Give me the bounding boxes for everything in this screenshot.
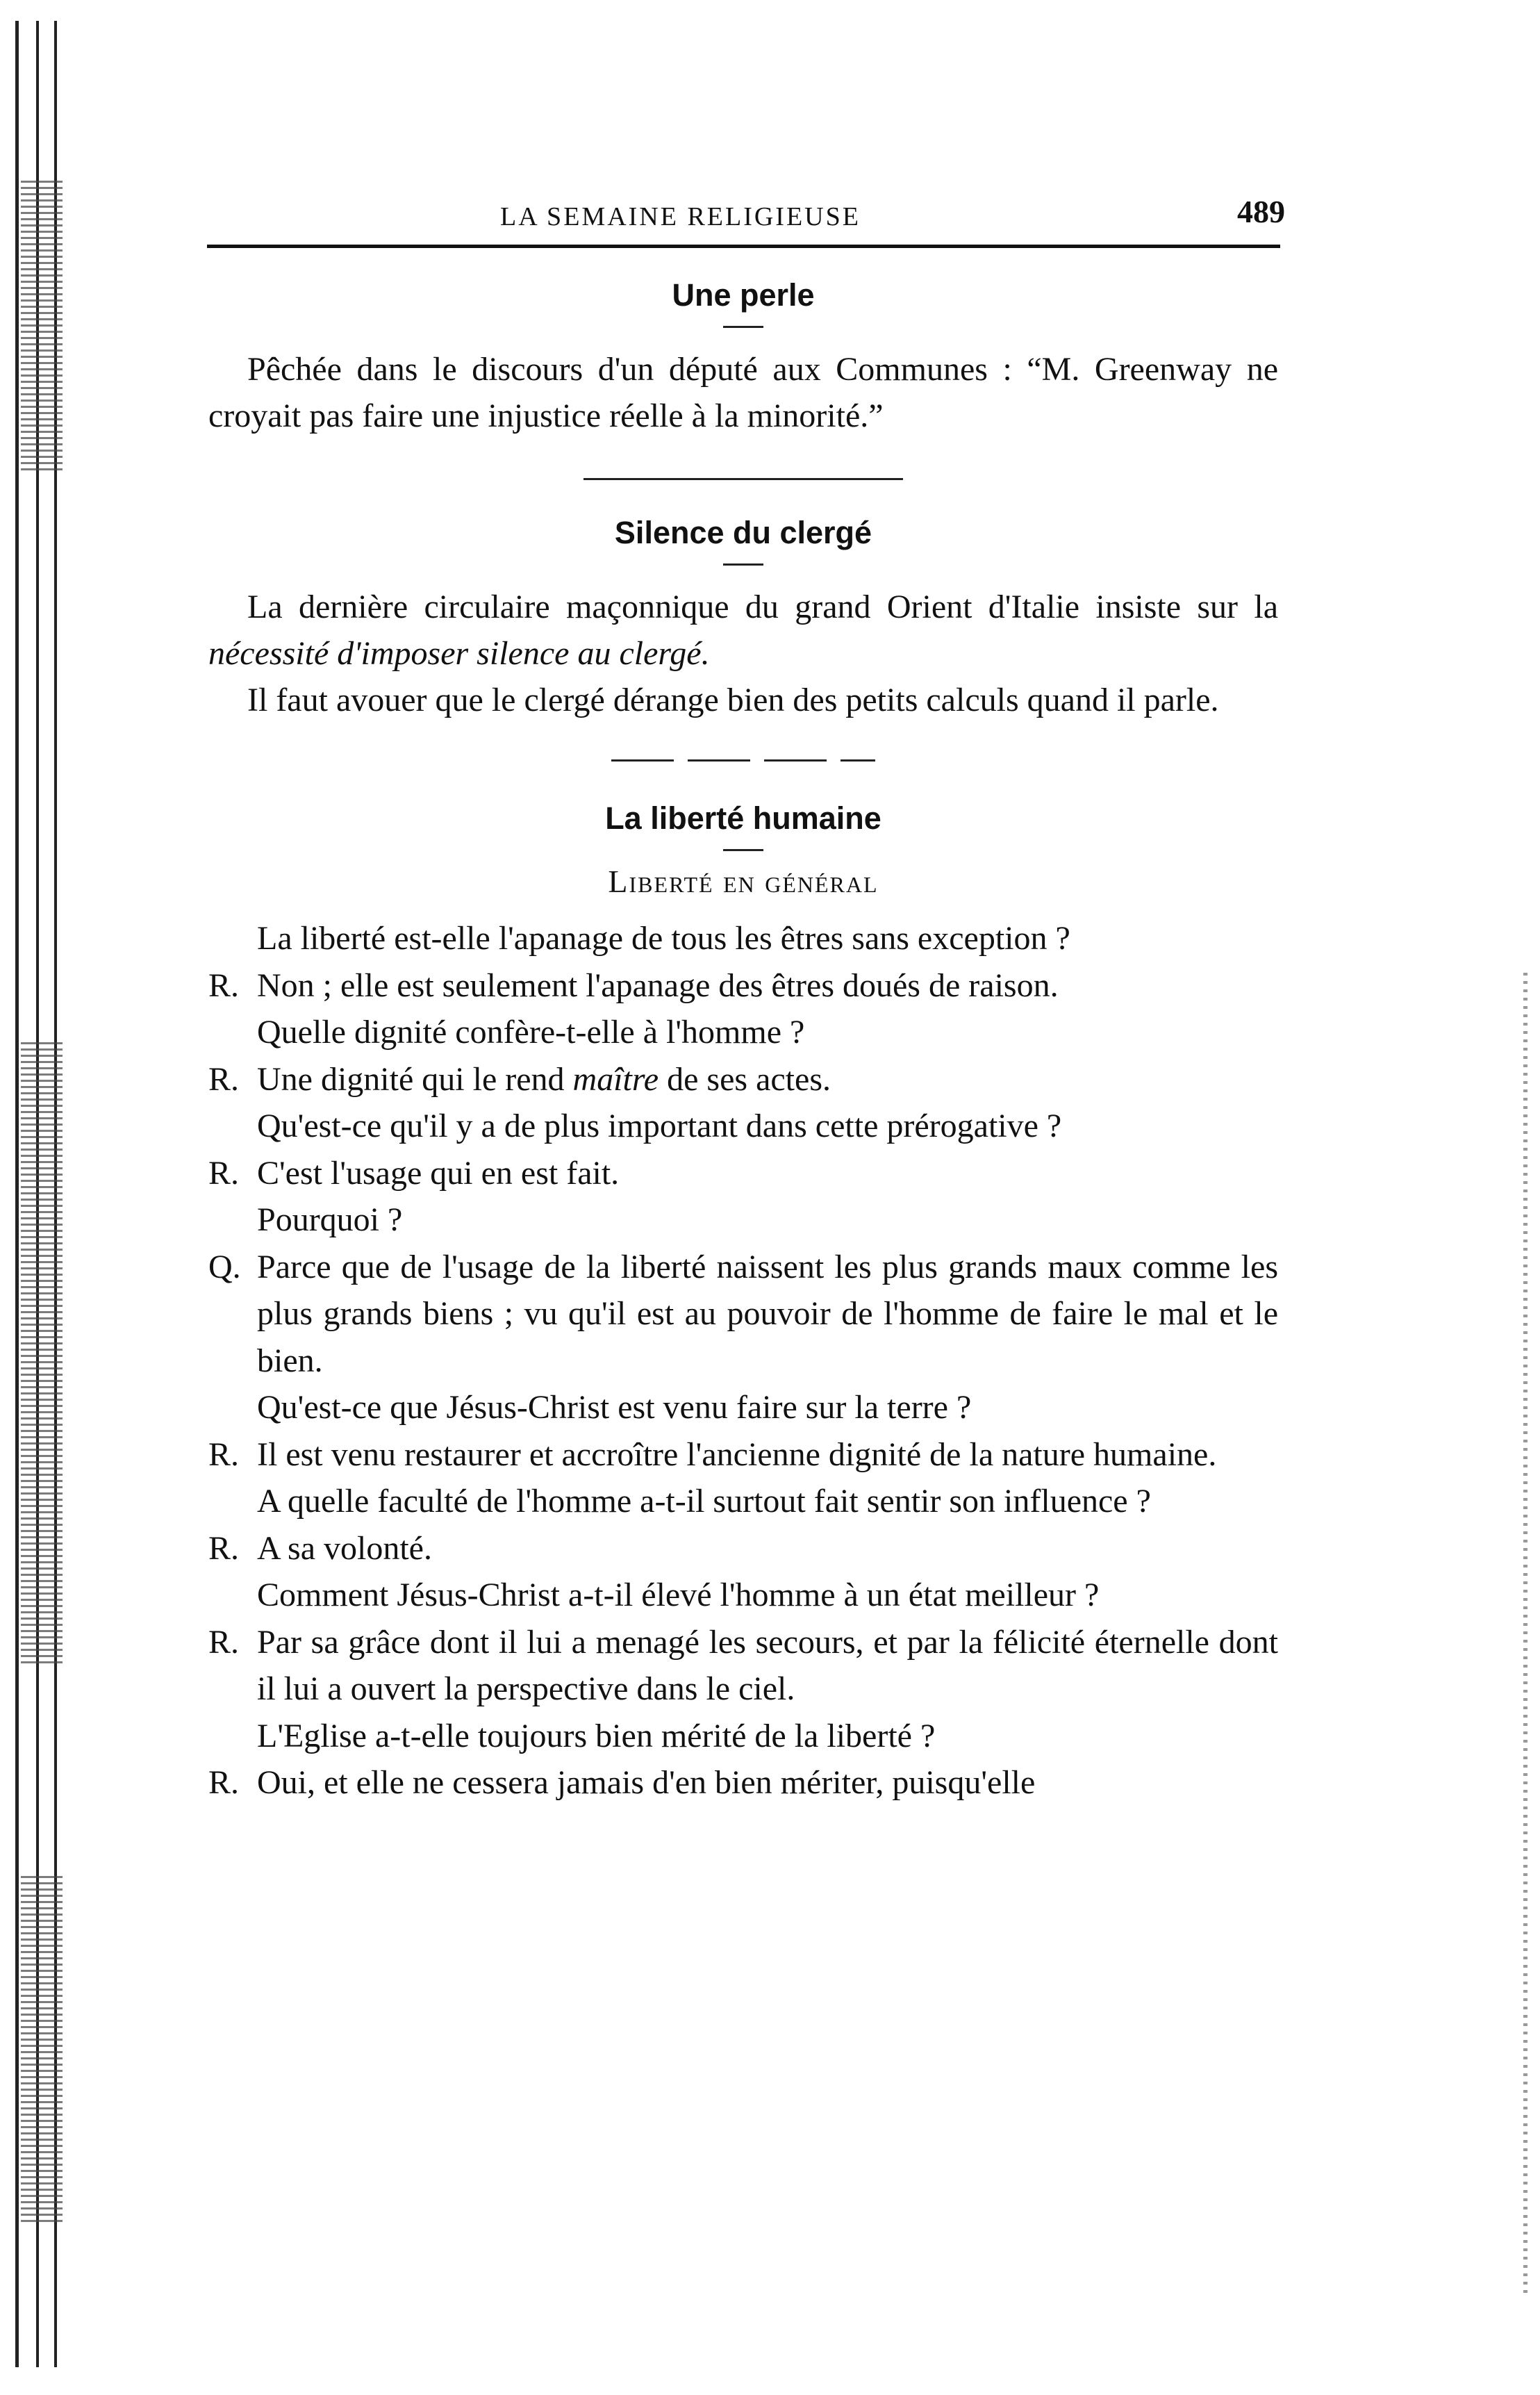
italic-text: maître	[572, 1060, 659, 1098]
binding-speckle	[21, 1876, 63, 2223]
qa-question	[208, 1384, 1278, 1431]
qa-text: La liberté est-elle l'apanage de tous les êtres sans exception ?	[257, 920, 1070, 957]
running-head	[208, 188, 1285, 231]
qa-list	[208, 915, 1278, 1806]
qa-text: Quelle dignité confère-t-elle à l'homme ?	[257, 1014, 805, 1051]
paragraph	[208, 584, 1278, 677]
qa-mark: Q.	[208, 1248, 241, 1285]
qa-answer	[208, 1525, 1278, 1572]
qa-mark	[208, 1103, 257, 1150]
section-separator	[583, 478, 903, 480]
qa-text: Non ; elle est seulement l'apanage des êtres doués de raison.	[257, 966, 1059, 1004]
qa-question	[208, 1478, 1278, 1525]
qa-question	[208, 1009, 1278, 1056]
qa-text: Parce que de l'usage de la liberté naissent les plus grands maux comme les plus grands biens ; vu qu'il est au pouvoir de l'homme de faire le mal et le bien.	[257, 1248, 1278, 1379]
qa-text: Oui, et elle ne cessera jamais d'en bien mériter, puisqu'elle	[257, 1764, 1036, 1801]
header-rule	[207, 245, 1280, 248]
qa-question	[208, 1103, 1278, 1150]
qa-text: C'est l'usage qui en est fait.	[257, 1154, 620, 1192]
qa-text: Il est venu restaurer et accroître l'ancienne dignité de la nature humaine.	[257, 1435, 1217, 1473]
section-title: Silence du clergé	[614, 515, 872, 550]
qa-mark: R.	[208, 966, 240, 1004]
title-dash	[723, 326, 763, 328]
qa-question	[208, 1196, 1278, 1244]
qa-mark: R.	[208, 1060, 240, 1098]
running-head-title: LA SEMAINE RELIGIEUSE	[500, 202, 861, 231]
qa-mark	[208, 915, 257, 962]
qa-answer	[208, 962, 1278, 1010]
binding-speckle	[21, 181, 63, 472]
binding-rule	[15, 21, 19, 2367]
qa-text-part: Une dignité qui le rend	[257, 1060, 573, 1098]
binding-edge	[0, 0, 83, 2395]
qa-question	[208, 1572, 1278, 1619]
qa-mark: R.	[208, 1154, 240, 1192]
page-number: 489	[1237, 194, 1285, 229]
qa-text: A quelle faculté de l'homme a-t-il surtout fait sentir son influence ?	[257, 1483, 1151, 1520]
qa-answer	[208, 1431, 1278, 1479]
qa-answer	[208, 1619, 1278, 1713]
document-page	[208, 188, 1285, 1806]
paragraph: Il faut avouer que le clergé dérange bien des petits calculs quand il parle.	[247, 682, 1219, 718]
section-la-liberte-humaine	[208, 798, 1278, 1806]
paragraph: Pêchée dans le discours d'un député aux Communes : “M. Greenway ne croyait pas faire une injustice réelle à la minorité.”	[208, 351, 1278, 434]
section-une-perle	[208, 274, 1278, 439]
qa-text: Pourquoi ?	[257, 1201, 403, 1238]
qa-text: A sa volonté.	[257, 1529, 432, 1567]
page-edge	[1523, 973, 1527, 2293]
title-dash	[723, 849, 763, 851]
qa-mark	[208, 1478, 257, 1525]
qa-mark: R.	[208, 1435, 240, 1473]
qa-answer	[208, 1244, 1278, 1385]
qa-mark	[208, 1384, 257, 1431]
title-dash	[723, 563, 763, 566]
qa-text: Comment Jésus-Christ a-t-il élevé l'homme à un état meilleur ?	[257, 1577, 1100, 1613]
subsection-title: Liberté en général	[608, 864, 879, 899]
italic-text: nécessité d'imposer silence au clergé.	[208, 635, 710, 672]
qa-question	[208, 1713, 1278, 1760]
qa-mark	[208, 1009, 257, 1056]
qa-mark	[208, 1572, 257, 1619]
qa-mark	[208, 1196, 257, 1244]
qa-text: L'Eglise a-t-elle toujours bien mérité de la liberté ?	[257, 1717, 936, 1754]
qa-text	[257, 1056, 1278, 1103]
section-title: Une perle	[672, 277, 815, 313]
qa-answer	[208, 1759, 1278, 1806]
section-title: La liberté humaine	[605, 800, 881, 836]
qa-mark: R.	[208, 1623, 240, 1661]
qa-question	[208, 915, 1278, 962]
qa-mark: R.	[208, 1529, 240, 1567]
qa-mark: R.	[208, 1764, 240, 1801]
qa-text: Qu'est-ce que Jésus-Christ est venu faire sur la terre ?	[257, 1389, 972, 1426]
qa-answer	[208, 1150, 1278, 1197]
qa-answer	[208, 1056, 1278, 1103]
binding-speckle	[21, 1042, 63, 1668]
section-separator	[611, 759, 875, 762]
qa-text: Par sa grâce dont il lui a menagé les secours, et par la félicité éternelle dont il lui a ouvert la perspective dans le ciel.	[257, 1623, 1278, 1707]
qa-text-part: de ses actes.	[659, 1060, 831, 1098]
qa-mark	[208, 1713, 257, 1760]
qa-text: Qu'est-ce qu'il y a de plus important dans cette prérogative ?	[257, 1108, 1062, 1144]
paragraph-text: La dernière circulaire maçonnique du grand Orient d'Italie insiste sur la	[247, 589, 1278, 625]
section-silence-du-clerge	[208, 512, 1278, 723]
